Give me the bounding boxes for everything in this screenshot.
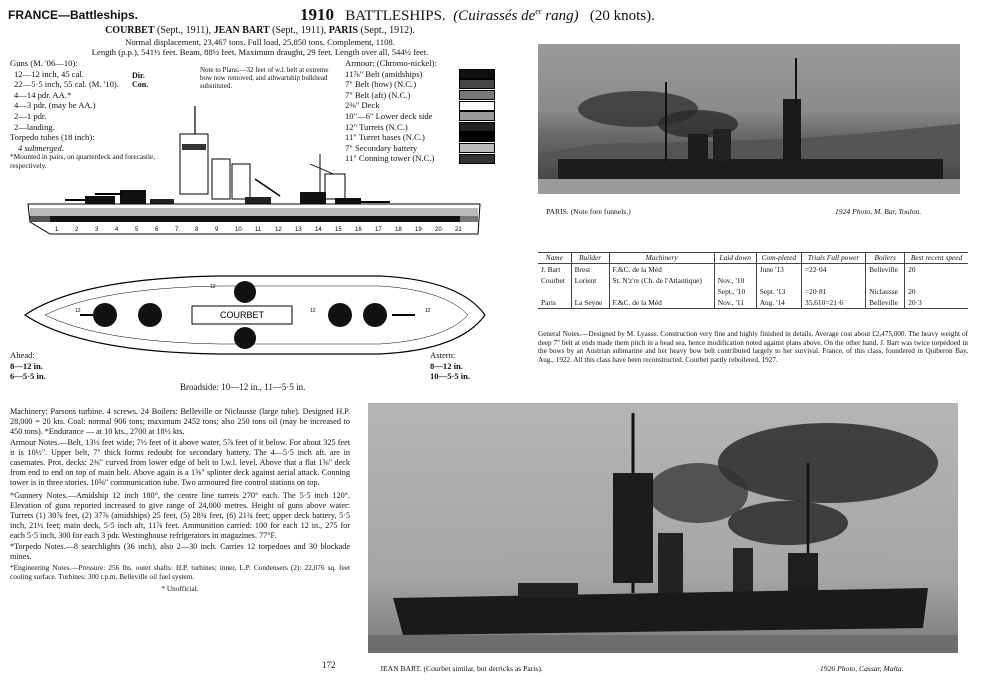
table-cell: June '13 <box>756 264 801 276</box>
ahead-heading: Ahead: <box>10 350 35 360</box>
armour-item-label: 7" Belt (bow) (N.C.) <box>345 79 417 90</box>
table-cell: St. N'z're (Ch. de l'Atlantique) <box>609 275 714 286</box>
table-header: Trials Full power <box>802 253 866 264</box>
machinery-notes: Machinery: Parsons turbine. 4 screws. 24 Boilers: Belleville or Niclausse (large tube). Designed H.P. 28,000 = 20 kts. Coal: normal 906 tons; maximum 2452 tons; also 250 tons oil (may be increased to 450 tons). *Endurance — at 10 kts., 2700 at 18½ kts. <box>10 407 350 437</box>
table-cell: Brest <box>571 264 609 276</box>
hull-section-number: 3 <box>95 227 99 233</box>
photo-jean-bart-credit: 1926 Photo, Cassar, Malta. <box>820 664 904 673</box>
hull-section-number: 10 <box>235 227 242 233</box>
deck-gun-label: 12 <box>210 284 216 290</box>
dir-label: Dir. <box>132 71 145 80</box>
hull-section-number: 15 <box>335 227 342 233</box>
table-cell: 20 <box>905 286 968 297</box>
hull-section-number: 14 <box>315 227 322 233</box>
ship-specs <box>40 26 480 58</box>
table-cell <box>756 275 801 286</box>
armour-item <box>345 79 495 90</box>
hull-section-number: 18 <box>395 227 402 233</box>
dir-con-bracket <box>132 71 148 89</box>
armour-swatch <box>459 90 495 100</box>
photo-jean-bart-caption: JEAN BART. (Courbet similar, but derricks as Paris). <box>380 664 543 673</box>
table-cell: Belleville <box>866 297 905 308</box>
table-cell: Niclausse <box>866 286 905 297</box>
table-cell <box>538 286 571 297</box>
gun-item: 12—12 inch, 45 cal. <box>14 68 84 79</box>
hull-section-number: 17 <box>375 227 382 233</box>
torpedo-count: 4 submerged. <box>18 142 64 153</box>
table-header: Com-pleted <box>756 253 801 264</box>
page-number: 172 <box>322 660 336 670</box>
table-cell: J. Bart <box>541 265 561 274</box>
armour-item-label: 7" Belt (aft) (N.C.) <box>345 89 411 100</box>
deck-gun-label: 12 <box>425 308 431 314</box>
hull-section-number: 20 <box>435 227 442 233</box>
con-label: Con. <box>132 80 149 89</box>
table-header: Machinery <box>609 253 714 264</box>
armour-heading: Armour: (Chromo-nickel): <box>345 58 437 68</box>
subtitle-sup: er <box>535 7 542 16</box>
hull-section-number: 11 <box>255 227 262 233</box>
table-header: Best recent speed <box>905 253 968 264</box>
armour-item-label: 11" Conning tower (N.C.) <box>345 153 435 164</box>
table-cell: Nov., '10 <box>714 275 756 286</box>
gun-item: 2—1 pdr. <box>14 110 47 121</box>
armour-item-label: 12" Turrets (N.C.) <box>345 121 408 132</box>
hull-section-number: 13 <box>295 227 302 233</box>
gun-item: 2—landing. <box>14 121 55 132</box>
deck-plan-drawing <box>20 270 490 360</box>
armour-item <box>345 69 495 80</box>
hull-section-number: 21 <box>455 227 462 233</box>
armour-item-label: 2⅜" Deck <box>345 100 380 111</box>
table-header: Laid down <box>714 253 756 264</box>
hull-section-number: 9 <box>215 227 219 233</box>
ahead-main: 8—12 in. <box>10 360 43 371</box>
torpedo-note: *Mounted in pairs, on quarterdeck and forecastle, respectively. <box>10 152 156 170</box>
hull-section-number: 2 <box>75 227 79 233</box>
armour-item-label: 7" Secondary battery <box>345 142 418 153</box>
ship-date: (Sept., 1911), <box>157 25 212 36</box>
builders-table <box>538 253 968 308</box>
table-cell <box>802 275 866 286</box>
table-cell: Nov., '11 <box>714 297 756 308</box>
photo-paris-image <box>538 44 960 194</box>
broadside: Broadside: 10—12 in., 11—5·5 in. <box>180 382 306 392</box>
astern-fire <box>430 350 470 382</box>
general-notes: General Notes.—Designed by M. Lyasse. Construction very fine and highly finished in details. Average cost about £2,475,000. The heavy weight of deep 7" belt at ends made them pitch in a head sea, hence modification noted against plans above. On the other hand, J. Bart was twice torpedoed in the bows by an Austrian submarine and her heavy bow belt contributed largely to her survival. France, of this class, foundered in Quiberon Bay, Aug., 1922. All this class have been reconstructed. Courbet partly reboilered, 1927. <box>538 330 968 364</box>
table-cell: 20·3 <box>905 297 968 308</box>
armour-notes: Armour Notes.—Belt, 13½ feet wide; 7½ feet of it above water, 5⅞ feet of it below. For about 325 feet it is 10½". Upper belt, 7" thick forms redoubt for secondary battery. The 4—5·5 inch aft. are in casemates. Prot. decks: 2⅜" curved from lower edge of belt to l.w.l. level. Above that a flat 1⅝" deck from end to end on top of main belt. Above again is a 1⅝" splinter deck against aerial attack. Conning tower is in three stories. 10⅝" communication tube. Two armoured fire control stations on top. <box>10 437 350 488</box>
hull-section-number: 1 <box>55 227 59 233</box>
table-header: Builder <box>571 253 609 264</box>
armour-item-label: 11" Turret bases (N.C.) <box>345 132 425 143</box>
deck-gun-label: 12 <box>310 308 316 314</box>
table-cell: Sept., '10 <box>714 286 756 297</box>
gun-item: 4—3 pdr. (may be AA.) <box>14 100 96 111</box>
deck-ship-label: COURBET <box>219 310 265 320</box>
hull-section-number: 19 <box>415 227 422 233</box>
dimensions-line: Length (p.p.), 541½ feet. Beam, 88½ feet. Maximum draught, 29 feet. Length over all, 544½ feet. <box>91 47 429 58</box>
torpedo-notes: *Torpedo Notes.—8 searchlights (36 inch), also 2—30 inch. Carries 12 torpedoes and 30 blockade mines. <box>10 541 350 561</box>
gun-item: 4—14 pdr. AA.* <box>14 89 72 100</box>
table-cell: 20 <box>905 264 968 276</box>
armour-swatch <box>459 69 495 79</box>
table-cell: Courbet <box>541 276 565 285</box>
armour-item-label: 11⅞" Belt (amidships) <box>345 68 423 79</box>
hull-section-number: 6 <box>155 227 159 233</box>
table-cell: F.&C. de la Méd <box>609 264 714 276</box>
ship-name-jean-bart: JEAN BART <box>213 25 270 36</box>
page-country-heading: FRANCE—Battleships. <box>8 8 139 22</box>
table-header: Name <box>538 253 571 264</box>
guns-heading: Guns (M. '06—10): <box>10 58 78 68</box>
table-row <box>538 264 968 276</box>
gunnery-notes: *Gunnery Notes.—Amidship 12 inch 180°, the centre line turrets 270° each. The 5·5 inch 120°. Elevation of guns reported increased to give range of 24,000 metres. Height of guns above water: Turrets (1) 30⅞ feet, (2) 37⅞ (amidships) 25 feet, (5) 28¾ feet, (6) 21¾ feet; upper deck battery, 5·5 inch, 21½ feet; main deck, 5·5 inch aft, 11⅞ feet. Ammunition carried: 100 for each 12 in., 275 for each 5·5 inch, 300 for each 3 pdr. Westinghouse refrigerators in magazines. 77°F. <box>10 490 350 541</box>
ship-date: (Sept., 1911), <box>272 25 327 36</box>
ship-name-courbet: COURBET <box>105 25 155 36</box>
ship-profile-drawing <box>10 104 495 254</box>
table-cell: La Seyne <box>571 297 609 308</box>
gun-item: 22—5·5 inch, 55 cal. (M. '10). <box>14 79 119 90</box>
table-cell: 35,610=21·6 <box>802 297 866 308</box>
displacement-line: Normal displacement, 23,467 tons. Full load, 25,850 tons. Complement, 1108. <box>125 36 395 47</box>
speed: (20 knots). <box>589 8 655 24</box>
photo-paris-credit: 1924 Photo, M. Bar, Toulon. <box>835 207 922 216</box>
table-cell: Lorient <box>571 275 609 286</box>
engineering-notes: *Engineering Notes.—Pressure: 256 lbs. outer shafts: H.P. turbines; inner, L.P. Condensers (2): 22,076 sq. feet cooling surface. Turbines: 300 r.p.m. Belleville oil fuel system. <box>10 563 350 581</box>
plans-note: Note to Plans.—32 feet of w.l. belt at extreme bow now removed, and athwartship bulkhead substituted. <box>200 66 329 90</box>
subtitle: (Cuirassés de <box>453 8 536 24</box>
builders-table-wrap <box>538 252 968 309</box>
ahead-fire <box>10 350 46 382</box>
hull-section-number: 5 <box>135 227 139 233</box>
photo-paris <box>538 44 960 194</box>
hull-section-number: 16 <box>355 227 362 233</box>
table-cell: Paris <box>541 298 556 307</box>
armour-item <box>345 90 495 101</box>
armour-item-label: 10"—6" Lower deck side <box>345 110 433 121</box>
photo-jean-bart <box>368 403 958 653</box>
table-cell: Sept. '13 <box>756 286 801 297</box>
notes-block <box>10 407 350 594</box>
ship-date: (Sept., 1912). <box>360 25 415 36</box>
astern-heading: Astern: <box>430 350 456 360</box>
deck-gun-label: 12 <box>75 308 81 314</box>
table-row <box>538 286 968 297</box>
table-cell: F.&C. de la Méd <box>609 297 714 308</box>
table-row <box>538 297 968 308</box>
table-cell <box>866 275 905 286</box>
ahead-secondary: 6—5·5 in. <box>10 371 46 382</box>
ship-name-paris: PARIS <box>328 25 358 36</box>
hull-section-number: 8 <box>195 227 199 233</box>
torpedo-heading: Torpedo tubes (18 inch): <box>10 132 95 143</box>
year: 1910 <box>300 5 334 24</box>
photo-jean-bart-image <box>368 403 958 653</box>
table-cell: Aug. '14 <box>756 297 801 308</box>
table-cell: Belleville <box>866 264 905 276</box>
table-cell <box>905 275 968 286</box>
page-title <box>300 5 655 25</box>
hull-section-number: 7 <box>175 227 179 233</box>
table-header: Boilers <box>866 253 905 264</box>
table-cell <box>609 286 714 297</box>
astern-main: 8—12 in. <box>430 360 463 371</box>
title: BATTLESHIPS. <box>345 8 446 24</box>
hull-section-number: 4 <box>115 227 119 233</box>
subtitle-end: rang) <box>545 8 579 24</box>
armour-swatch <box>459 79 495 89</box>
table-cell <box>714 264 756 276</box>
unofficial-note: * Unofficial. <box>161 584 199 594</box>
table-cell <box>571 286 609 297</box>
photo-paris-caption: PARIS. (Note fore funnels.) <box>546 207 631 216</box>
astern-secondary: 10—5·5 in. <box>430 371 471 382</box>
hull-section-number: 12 <box>275 227 282 233</box>
table-row <box>538 275 968 286</box>
table-cell: =20·81 <box>802 286 866 297</box>
table-cell: =22·04 <box>802 264 866 276</box>
